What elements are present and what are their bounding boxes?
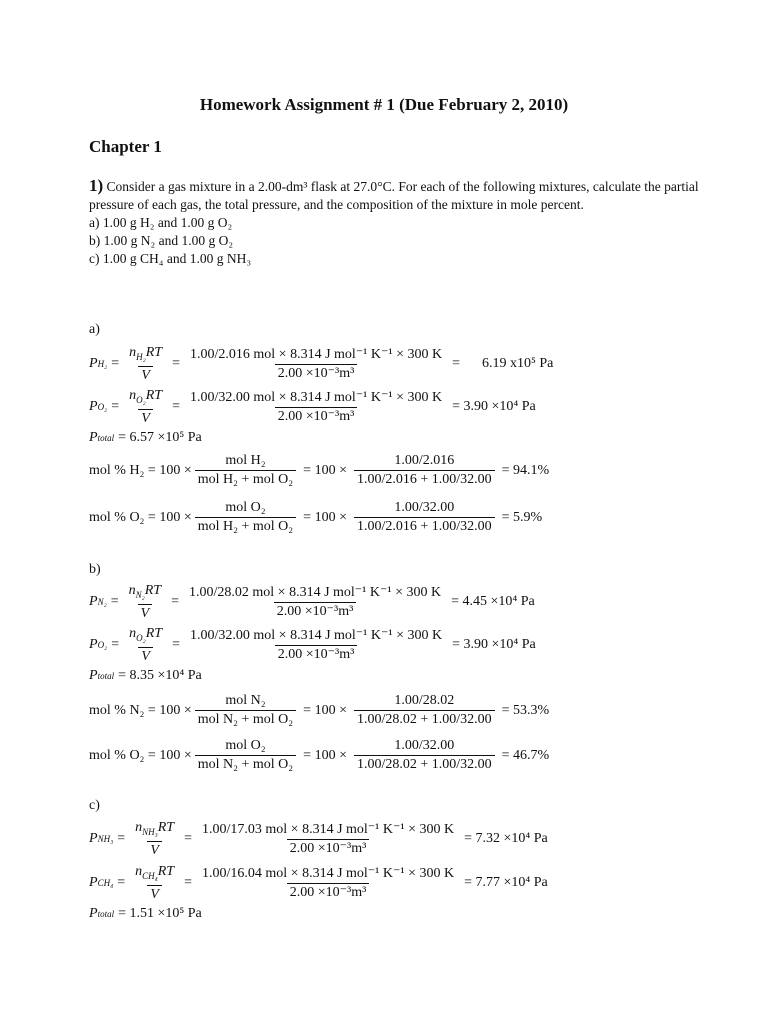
total-b: P total = 8.35 ×10⁴ Pa [89, 668, 202, 683]
result-a-p1: 6.19 x10⁵ Pa [482, 356, 554, 372]
equation-b-p1: P N₂ = $\frac{n_{N_2}RT}{V}$ = $\frac{\text{1.00/28.02 mol × 8.314 J mol⁻¹ K⁻¹ × 300 K}}{\text{2.00 ×10⁻³m³}}$ = 4.45 ×10⁴ Pa [89, 583, 535, 621]
problem-item-c: c) 1.00 g CH₄ and 1.00 g NH₃ [89, 251, 252, 266]
problem-item-b: b) 1.00 g N₂ and 1.00 g O₂ [89, 233, 234, 248]
equation-a-p2: P O₂ = $\frac{n_{O_2}RT}{V}$ = $\frac{\text{1.00/32.00 mol × 8.314 J mol⁻¹ K⁻¹ × 300 K}}{\text{2.00 ×10⁻³m³}}$ = 3.90 ×10⁴ Pa [89, 388, 536, 426]
page-title: Homework Assignment # 1 (Due February 2, 2010) [199, 95, 569, 114]
total-c: P total = 1.51 ×10⁵ Pa [89, 906, 202, 921]
total-a: P total = 6.57 ×10⁵ Pa [89, 430, 202, 445]
molpercent-a-2: mol % O₂ = 100 × $\frac{\text{mol O₂}}{\text{mol H₂ + mol O₂}}$ = 100 × $\frac{1.00/32.00}{1.00/2.016 + 1.00/32.00}$ = 5.9% [89, 500, 543, 534]
problem-text: Consider a gas mixture in a 2.00-dm³ flask at 27.0°C. For each of the following mixtures, calculate the partial pressure of each gas, the total pressure, and the composition of the mixture in mole percent. [89, 179, 699, 212]
problem-statement [89, 177, 699, 268]
equation-a-p1: P H₂ = $\frac{n_{H_2}RT}{V}$ = $\frac{\text{1.00/2.016 mol × 8.314 J mol⁻¹ K⁻¹ × 300 K}}{\text{2.00 ×10⁻³m³}}$ = 6.19 x10⁵ Pa [89, 345, 554, 383]
section-c-label: c) [89, 798, 100, 813]
problem-number: 1) [89, 176, 104, 195]
equation-c-p2: P CH₄ = $\frac{n_{CH_4}RT}{V}$ = $\frac{\text{1.00/16.04 mol × 8.314 J mol⁻¹ K⁻¹ × 300 K}}{\text{2.00 ×10⁻³m³}}$ = 7.77 ×10⁴ Pa [89, 864, 548, 902]
equation-b-p2: P O₂ = $\frac{n_{O_2}RT}{V}$ = $\frac{\text{1.00/32.00 mol × 8.314 J mol⁻¹ K⁻¹ × 300 K}}{\text{2.00 ×10⁻³m³}}$ = 3.90 ×10⁴ Pa [89, 626, 536, 664]
result-a-p2: = 3.90 ×10⁴ Pa [452, 399, 536, 415]
molpercent-a-1: mol % H₂ = 100 × $\frac{\text{mol H₂}}{\text{mol H₂ + mol O₂}}$ = 100 × $\frac{1.00/2.016}{1.00/2.016 + 1.00/32.00}$ = 94.1% [89, 453, 550, 487]
molpercent-b-2: mol % O₂ = 100 × $\frac{\text{mol O₂}}{\text{mol N₂ + mol O₂}}$ = 100 × $\frac{1.00/32.00}{1.00/28.02 + 1.00/32.00}$ = 46.7% [89, 738, 550, 772]
section-a-label: a) [89, 322, 100, 337]
chapter-heading: Chapter 1 [89, 137, 162, 156]
molpercent-b-1: mol % N₂ = 100 × $\frac{\text{mol N₂}}{\text{mol N₂ + mol O₂}}$ = 100 × $\frac{1.00/28.02}{1.00/28.02 + 1.00/32.00}$ = 53.3% [89, 693, 550, 727]
section-b-label: b) [89, 562, 101, 577]
problem-item-a: a) 1.00 g H₂ and 1.00 g O₂ [89, 215, 233, 230]
equation-c-p1: P NH₃ = $\frac{n_{NH_3}RT}{V}$ = $\frac{\text{1.00/17.03 mol × 8.314 J mol⁻¹ K⁻¹ × 300 K}}{\text{2.00 ×10⁻³m³}}$ = 7.32 ×10⁴ Pa [89, 820, 548, 858]
